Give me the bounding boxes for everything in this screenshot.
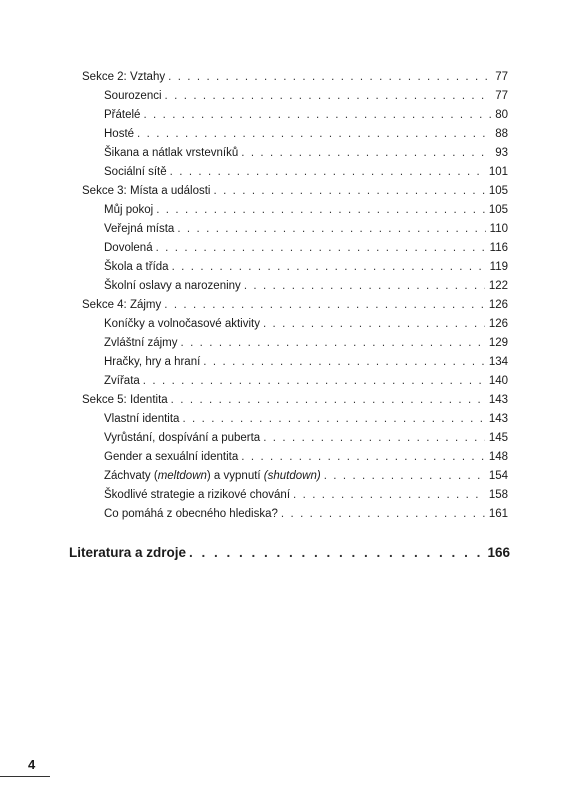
dot-leader: [244, 277, 485, 295]
dot-leader: [164, 296, 485, 314]
dot-leader: [203, 353, 485, 371]
toc-entry-page: 119: [489, 261, 508, 273]
toc-entry-title: Sekce 2: Vztahy: [82, 71, 166, 83]
toc-entry: [104, 410, 508, 428]
toc-entry-title: Vlastní identita: [104, 413, 180, 425]
toc-entry-title: Koníčky a volnočasové aktivity: [104, 318, 260, 330]
toc-entry-title: Vyrůstání, dospívání a puberta: [104, 432, 261, 444]
title-part: Záchvaty (: [104, 470, 158, 482]
toc-entry: [104, 505, 508, 523]
toc-entry-page: 77: [495, 90, 508, 102]
toc-entry-page: 154: [488, 470, 508, 482]
toc-section-2: [82, 68, 508, 86]
dot-leader: [281, 505, 485, 523]
toc-entry: [104, 486, 508, 504]
toc-entry-title: Můj pokoj: [104, 204, 154, 216]
toc-entry: [104, 220, 508, 238]
dot-leader: [263, 429, 485, 447]
dot-leader: [168, 68, 491, 86]
toc-entry-page: 148: [488, 451, 508, 463]
footer-rule: [0, 776, 50, 777]
toc-entry-title: Školní oslavy a narozeniny: [104, 280, 241, 292]
toc-entry: [104, 334, 508, 352]
toc-entry-page: 93: [495, 147, 508, 159]
toc-entry-title: Hračky, hry a hraní: [104, 356, 201, 368]
toc-entry-title: Sourozenci: [104, 90, 162, 102]
toc-section-5: [82, 391, 508, 409]
toc-entry-title: Literatura a zdroje: [69, 545, 187, 560]
toc-entry-title: Sekce 4: Zájmy: [82, 299, 162, 311]
toc-entry-page: 105: [488, 204, 508, 216]
toc-section-3: [82, 182, 508, 200]
toc-entry-title: Zvláštní zájmy: [104, 337, 178, 349]
dot-leader: [189, 542, 483, 564]
toc-entry-page: 143: [488, 394, 508, 406]
dot-leader: [213, 182, 484, 200]
dot-leader: [324, 467, 485, 485]
toc-entry: [104, 125, 508, 143]
toc-entry: [104, 258, 508, 276]
toc-entry-page: 116: [489, 242, 508, 254]
dot-leader: [156, 239, 486, 257]
toc-entry-title: Veřejná místa: [104, 223, 175, 235]
toc-entry: [104, 201, 508, 219]
dot-leader: [293, 486, 485, 504]
toc-entry-page: 161: [488, 508, 508, 520]
dot-leader: [177, 220, 485, 238]
dot-leader: [170, 163, 485, 181]
toc-entry-title: Sekce 3: Místa a události: [82, 185, 211, 197]
toc-entry: [104, 448, 508, 466]
toc-entry: [104, 106, 508, 124]
toc-entry-title: Hosté: [104, 128, 135, 140]
toc-entry: [104, 144, 508, 162]
toc-entry-title: Gender a sexuální identita: [104, 451, 239, 463]
dot-leader: [172, 258, 486, 276]
toc-entry-page: 122: [488, 280, 508, 292]
toc-entry: [104, 353, 508, 371]
toc-entry-title: Škodlivé strategie a rizikové chování: [104, 489, 291, 501]
toc-entry-title: [104, 467, 324, 485]
toc-entry-page: 77: [495, 71, 508, 83]
toc-entry: [104, 239, 508, 257]
toc-references: [69, 542, 510, 564]
toc-entry-title: Sociální sítě: [104, 166, 167, 178]
toc-entry: [104, 372, 508, 390]
toc-section-4: [82, 296, 508, 314]
toc-entry-title: Škola a třída: [104, 261, 169, 273]
toc-entry-page: 143: [488, 413, 508, 425]
title-emphasis: meltdown: [157, 470, 207, 482]
toc-entry: [104, 163, 508, 181]
toc-entry-title: Co pomáhá z obecného hlediska?: [104, 508, 278, 520]
dot-leader: [263, 315, 485, 333]
toc-entry-page: 88: [495, 128, 508, 140]
toc-entry-page: 126: [488, 318, 508, 330]
toc-entry-page: 166: [487, 545, 510, 560]
dot-leader: [143, 372, 485, 390]
toc-entry-page: 105: [488, 185, 508, 197]
toc-entry-title: Dovolená: [104, 242, 153, 254]
dot-leader: [182, 410, 484, 428]
toc-entry-page: 134: [488, 356, 508, 368]
toc-entry: [104, 467, 508, 485]
dot-leader: [181, 334, 485, 352]
dot-leader: [165, 87, 492, 105]
dot-leader: [156, 201, 485, 219]
toc-entry-page: 140: [488, 375, 508, 387]
toc-entry: [104, 429, 508, 447]
toc-entry-title: Sekce 5: Identita: [82, 394, 168, 406]
dot-leader: [137, 125, 491, 143]
toc-entry-page: 126: [488, 299, 508, 311]
toc-entry-page: 145: [488, 432, 508, 444]
title-emphasis: (shutdown): [263, 470, 321, 482]
toc-entry-page: 129: [488, 337, 508, 349]
toc-entry-page: 110: [489, 223, 508, 235]
dot-leader: [241, 144, 491, 162]
dot-leader: [143, 106, 491, 124]
toc-entry: [104, 277, 508, 295]
dot-leader: [241, 448, 485, 466]
dot-leader: [171, 391, 485, 409]
toc-entry-page: 80: [495, 109, 508, 121]
toc-entry-page: 158: [488, 489, 508, 501]
toc-entry-title: Zvířata: [104, 375, 140, 387]
title-part: ) a vypnutí: [206, 470, 264, 482]
toc-entry: [104, 315, 508, 333]
page-number: 4: [28, 757, 36, 772]
toc-entry-page: 101: [488, 166, 508, 178]
toc-entry: [104, 87, 508, 105]
toc-entry-title: Šikana a nátlak vrstevníků: [104, 147, 239, 159]
toc-entry-title: Přátelé: [104, 109, 141, 121]
